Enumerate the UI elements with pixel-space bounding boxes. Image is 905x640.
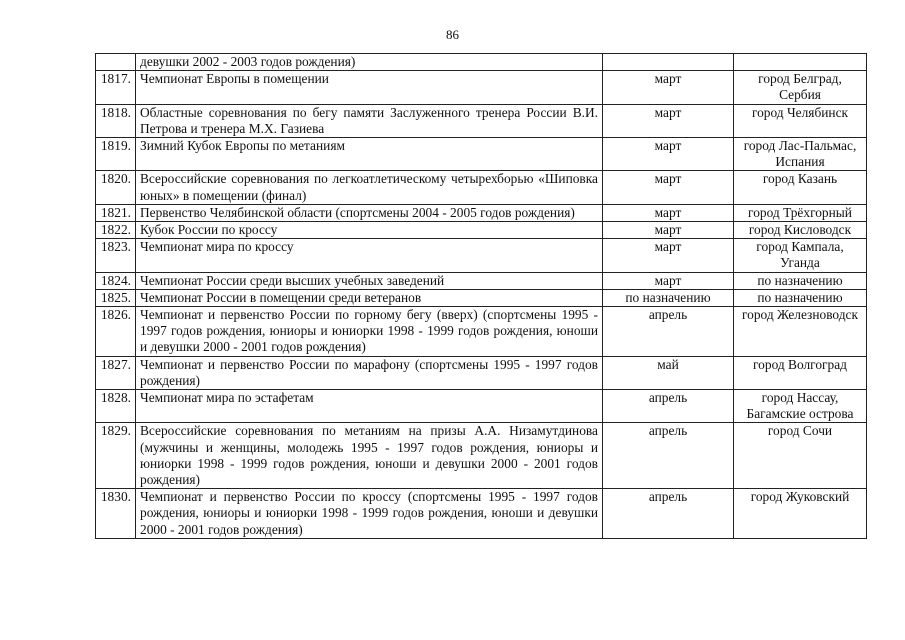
table-row — [96, 489, 867, 539]
event-month: март — [603, 239, 734, 272]
event-number: 1820. — [96, 171, 136, 204]
event-number: 1829. — [96, 423, 136, 489]
event-number: 1823. — [96, 239, 136, 272]
table-row — [96, 307, 867, 357]
event-place: город Белград, Сербия — [734, 71, 867, 104]
table-row — [96, 222, 867, 239]
event-name: Чемпионат Европы в помещении — [136, 71, 603, 104]
event-month: апрель — [603, 489, 734, 539]
event-place: город Железноводск — [734, 307, 867, 357]
event-number: 1828. — [96, 390, 136, 423]
event-number: 1826. — [96, 307, 136, 357]
event-number: 1825. — [96, 289, 136, 306]
event-name: Зимний Кубок Европы по метаниям — [136, 138, 603, 171]
event-name: Чемпионат и первенство России по кроссу (спортсмены 1995 - 1997 годов рождения, юниоры и юниорки 1998 - 1999 годов рождения, юноши и девушки 2000 - 2001 годов рождения) — [136, 489, 603, 539]
event-month: апрель — [603, 423, 734, 489]
event-month: март — [603, 138, 734, 171]
table-row — [96, 54, 867, 71]
table-row — [96, 71, 867, 104]
event-name: Чемпионат и первенство России по марафону (спортсмены 1995 - 1997 годов рождения) — [136, 356, 603, 389]
event-place: город Трёхгорный — [734, 204, 867, 221]
event-name: Всероссийские соревнования по легкоатлетическому четырехборью «Шиповка юных» в помещении (финал) — [136, 171, 603, 204]
table-row — [96, 239, 867, 272]
event-name: Кубок России по кроссу — [136, 222, 603, 239]
event-name: Чемпионат России в помещении среди ветеранов — [136, 289, 603, 306]
table-row — [96, 204, 867, 221]
event-month: март — [603, 272, 734, 289]
table-row — [96, 423, 867, 489]
event-place: город Кампала, Уганда — [734, 239, 867, 272]
table-row — [96, 289, 867, 306]
event-number: 1827. — [96, 356, 136, 389]
event-place — [734, 54, 867, 71]
event-month: апрель — [603, 307, 734, 357]
event-month: март — [603, 171, 734, 204]
event-month — [603, 54, 734, 71]
table-row — [96, 356, 867, 389]
event-place: город Нассау, Багамские острова — [734, 390, 867, 423]
table-row — [96, 138, 867, 171]
event-name: Чемпионат России среди высших учебных заведений — [136, 272, 603, 289]
event-place: город Кисловодск — [734, 222, 867, 239]
table-row — [96, 104, 867, 137]
event-place: по назначению — [734, 289, 867, 306]
event-month: март — [603, 222, 734, 239]
event-name: Всероссийские соревнования по метаниям на призы А.А. Низамутдинова (мужчины и женщины, молодежь 1995 - 1997 годов рождения, юниоры и юниорки 1998 - 1999 годов рождения, юноши и девушки 2000 - 2001 годов рождения) — [136, 423, 603, 489]
event-name: Чемпионат и первенство России по горному бегу (вверх) (спортсмены 1995 - 1997 годов рождения, юниоры и юниорки 1998 - 1999 годов рождения, юноши и девушки 2000 - 2001 годов рождения) — [136, 307, 603, 357]
event-place: город Сочи — [734, 423, 867, 489]
event-number: 1818. — [96, 104, 136, 137]
event-place: город Лас-Пальмас, Испания — [734, 138, 867, 171]
event-name: Областные соревнования по бегу памяти Заслуженного тренера России В.И. Петрова и тренера М.Х. Газиева — [136, 104, 603, 137]
event-place: по назначению — [734, 272, 867, 289]
table-row — [96, 171, 867, 204]
event-month: май — [603, 356, 734, 389]
events-table-body — [96, 54, 867, 539]
event-number: 1821. — [96, 204, 136, 221]
event-name: девушки 2002 - 2003 годов рождения) — [136, 54, 603, 71]
table-row — [96, 272, 867, 289]
events-table — [95, 53, 867, 539]
event-number — [96, 54, 136, 71]
table-row — [96, 390, 867, 423]
event-month: по назначению — [603, 289, 734, 306]
event-number: 1824. — [96, 272, 136, 289]
event-number: 1817. — [96, 71, 136, 104]
event-number: 1830. — [96, 489, 136, 539]
event-number: 1822. — [96, 222, 136, 239]
event-month: март — [603, 204, 734, 221]
event-place: город Волгоград — [734, 356, 867, 389]
page-number: 86 — [446, 27, 459, 42]
event-place: город Жуковский — [734, 489, 867, 539]
event-name: Первенство Челябинской области (спортсмены 2004 - 2005 годов рождения) — [136, 204, 603, 221]
event-name: Чемпионат мира по кроссу — [136, 239, 603, 272]
event-place: город Казань — [734, 171, 867, 204]
event-name: Чемпионат мира по эстафетам — [136, 390, 603, 423]
event-place: город Челябинск — [734, 104, 867, 137]
event-month: март — [603, 104, 734, 137]
event-month: март — [603, 71, 734, 104]
event-number: 1819. — [96, 138, 136, 171]
event-month: апрель — [603, 390, 734, 423]
